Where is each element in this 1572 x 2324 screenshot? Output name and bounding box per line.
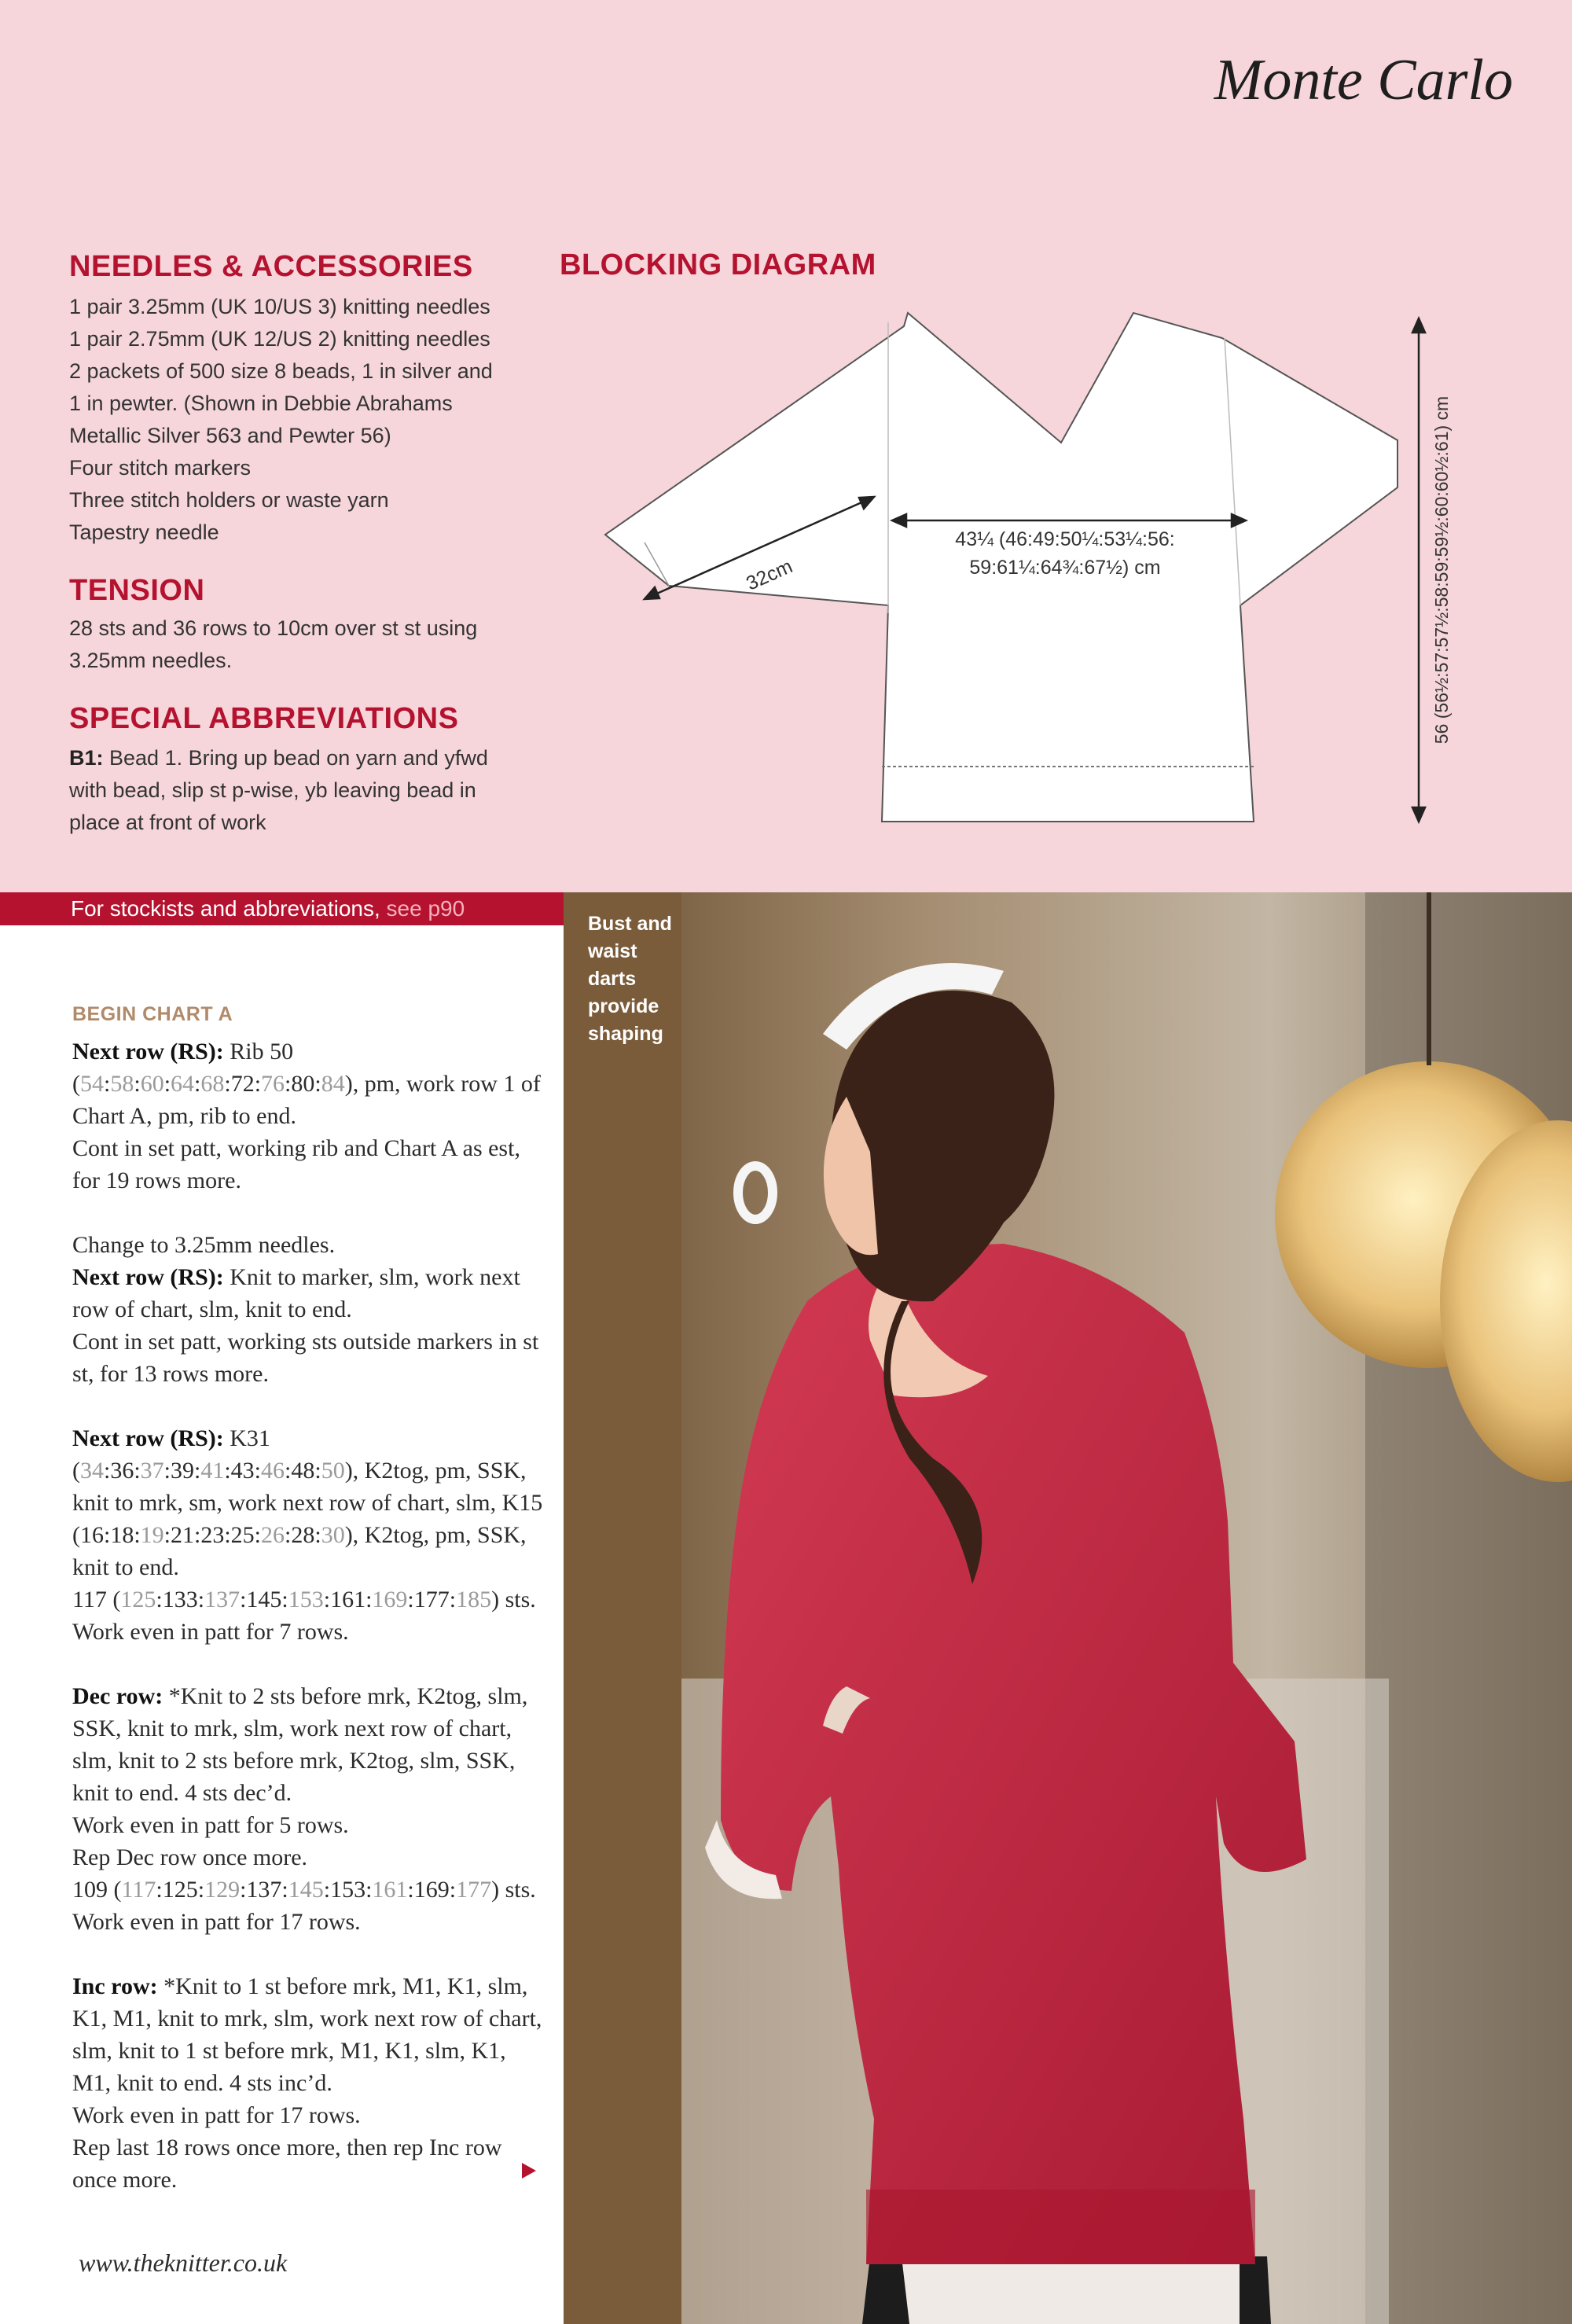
bust-label-2: 59:61¼:64¾:67½) cm [969,557,1161,579]
caption-line: Bust and [588,913,672,935]
diagram-heading: BLOCKING DIAGRAM [560,248,876,281]
footer-url[interactable]: www.theknitter.co.uk [79,2249,288,2277]
sweater-ribbing [866,2190,1255,2264]
row-label: Next row (RS): [72,1039,224,1065]
caption-line: waist darts [588,940,637,990]
caption-line: provide [588,995,659,1017]
continue-arrow-icon [522,2163,536,2179]
stockists-link[interactable]: see p90 [386,896,465,921]
pattern-paragraph: Next row (RS): K31 (34:36:37:39:41:43:46:48:50), K2tog, pm, SSK, knit to mrk, sm, work next row of chart, slm, K15 (16:18:19:21:23:25:26:28:30), K2tog, pm, SSK, knit to end. 117 (125:133:137:145:153:161:169:177:185) sts. Work even in patt for 7 rows. [72,1425,543,1645]
pattern-paragraph: Next row (RS): Rib 50 (54:58:60:64:68:72:76:80:84), pm, work row 1 of Chart A, pm, rib to end. Cont in set patt, working rib and Chart A as est, for 19 rows more. [72,1039,541,1193]
abbreviations-heading: SPECIAL ABBREVIATIONS [69,702,459,735]
begin-chart-heading: BEGIN CHART A [72,1003,233,1025]
needles-line: Tapestry needle [69,520,219,544]
needles-line: 1 pair 3.25mm (UK 10/US 3) knitting needles [69,295,490,318]
needles-line: 2 packets of 500 size 8 beads, 1 in silver and [69,359,493,383]
abbreviations-text [69,742,488,839]
pattern-paragraph: Inc row: *Knit to 1 st before mrk, M1, K1, slm, K1, M1, knit to mrk, slm, work next row of chart, slm, knit to 1 st before mrk, M1, K1, slm, K1, M1, knit to end. 4 sts inc’d. Work even in patt for 17 rows. Rep last 18 rows once more, then rep Inc row once more. [72,1973,542,2193]
pattern-paragraph: Dec row: *Knit to 2 sts before mrk, K2tog, slm, SSK, knit to mrk, slm, work next row of chart, slm, knit to 2 sts before mrk, K2tog, slm, SSK, knit to end. 4 sts dec’d. Work even in patt for 5 rows. Rep Dec row once more. 109 (117:125:129:137:145:153:161:169:177) sts. Work even in patt for 17 rows. [72,1683,536,1935]
abbreviation-line: place at front of work [69,811,266,834]
pattern-instructions [72,998,544,2228]
needles-heading: NEEDLES & ACCESSORIES [69,250,473,283]
abbreviation-term: B1: [69,746,104,770]
needles-line: Three stitch holders or waste yarn [69,488,389,512]
photo-caption [588,910,682,1048]
stockists-text: For stockists and abbreviations, [71,896,387,921]
blocking-diagram [597,307,1452,841]
tension-text [69,612,477,677]
tension-line: 28 sts and 36 rows to 10cm over st st using [69,616,478,640]
arrow-up [1412,318,1425,333]
abbreviation-line: with bead, slip st p-wise, yb leaving bead in [69,778,476,802]
tension-heading: TENSION [69,574,205,607]
trousers [870,2256,1251,2324]
trousers-stripe-right [1240,2256,1271,2324]
abbreviation-def: Bead 1. Bring up bead on yarn and yfwd [103,746,488,770]
tension-line: 3.25mm needles. [69,649,233,672]
row-label: Next row (RS): [72,1264,224,1290]
needles-line: Metallic Silver 563 and Pewter 56) [69,424,391,447]
sleeve-label: 32cm [743,555,796,595]
stockists-bar [0,892,564,925]
row-label: Next row (RS): [72,1425,224,1451]
page-title: Monte Carlo [1214,48,1513,112]
trousers-stripe-left [862,2256,909,2324]
needles-line: 1 in pewter. (Shown in Debbie Abrahams [69,392,453,415]
door-frame [564,892,681,2324]
needles-line: Four stitch markers [69,456,252,480]
row-label: Inc row: [72,1973,158,1999]
arrow-sleeve-start [645,587,659,599]
needles-list [69,291,493,549]
model-photo [564,892,1572,2324]
caption-line: shaping [588,1023,663,1045]
needles-line: 1 pair 2.75mm (UK 12/US 2) knitting needles [69,327,490,351]
length-label: 56 (56½:57:57½:58:59:59½:60:60½:61) cm [1431,395,1452,745]
arrow-down [1412,807,1425,822]
pattern-paragraph: Change to 3.25mm needles. Next row (RS): Knit to marker, slm, work next row of chart, slm, knit to end. Cont in set patt, working sts outside markers in st st, for 13 rows more. [72,1232,539,1387]
bust-label-1: 43¼ (46:49:50¼:53¼:56: [955,528,1175,550]
row-label: Dec row: [72,1683,163,1709]
lamp-cord [1427,892,1431,1065]
